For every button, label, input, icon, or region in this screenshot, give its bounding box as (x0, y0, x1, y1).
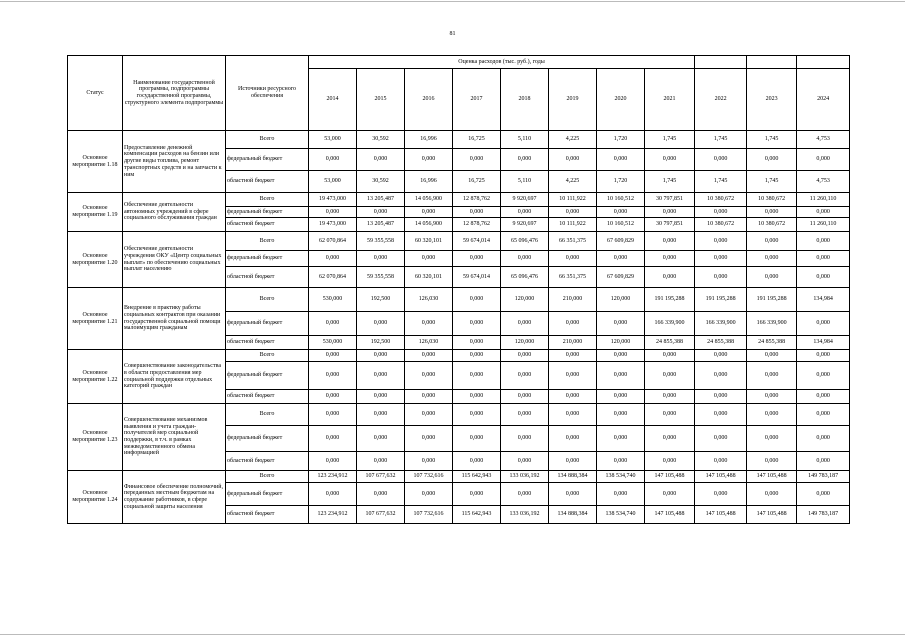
amount-cell: 0,000 (695, 232, 747, 251)
funding-source: Всего (226, 288, 309, 312)
amount-cell: 0,000 (645, 426, 695, 452)
amount-cell: 0,000 (549, 404, 597, 426)
amount-cell: 30 797,851 (645, 218, 695, 232)
amount-cell: 0,000 (357, 404, 405, 426)
activity-name: Обеспечение деятельности учреждения ОКУ «Центр социальных выплат» по обеспечению социальных выплат населению (123, 232, 226, 288)
activity-status: Основное мероприятие 1.22 (68, 350, 123, 404)
header-year: 2019 (549, 69, 597, 131)
amount-cell: 62 070,864 (309, 267, 357, 288)
amount-cell: 16,725 (453, 171, 501, 193)
amount-cell: 1,720 (597, 171, 645, 193)
amount-cell: 19 473,000 (309, 218, 357, 232)
amount-cell: 166 339,900 (695, 312, 747, 336)
amount-cell: 0,000 (309, 350, 357, 362)
amount-cell: 530,000 (309, 336, 357, 350)
amount-cell: 0,000 (645, 149, 695, 171)
amount-cell: 0,000 (501, 207, 549, 218)
amount-cell: 0,000 (405, 350, 453, 362)
amount-cell: 0,000 (645, 452, 695, 471)
activity-name: Обеспечение деятельности автономных учреждений в сфере социального обслуживания граждан (123, 193, 226, 232)
header-year: 2018 (501, 69, 549, 131)
amount-cell: 0,000 (747, 483, 797, 506)
amount-cell: 0,000 (357, 207, 405, 218)
amount-cell: 0,000 (501, 426, 549, 452)
amount-cell: 1,745 (747, 171, 797, 193)
activity-name: Совершенствование механизмов выявления и учета граждан-получателей мер социальной поддержки, в т.ч. в рамках межведомственного обмена информацией (123, 404, 226, 471)
amount-cell: 0,000 (357, 483, 405, 506)
amount-cell: 0,000 (453, 483, 501, 506)
amount-cell: 10 380,672 (695, 193, 747, 207)
amount-cell: 0,000 (309, 390, 357, 404)
amount-cell: 0,000 (453, 288, 501, 312)
amount-cell: 0,000 (309, 251, 357, 267)
amount-cell: 138 534,740 (597, 506, 645, 524)
amount-cell: 0,000 (549, 350, 597, 362)
amount-cell: 0,000 (695, 452, 747, 471)
amount-cell: 0,000 (695, 267, 747, 288)
amount-cell: 147 105,488 (747, 506, 797, 524)
amount-cell: 147 105,488 (645, 506, 695, 524)
amount-cell: 10 111,922 (549, 218, 597, 232)
amount-cell: 149 783,187 (797, 506, 850, 524)
amount-cell: 147 105,488 (645, 471, 695, 483)
amount-cell: 1,745 (645, 171, 695, 193)
amount-cell: 115 642,943 (453, 506, 501, 524)
amount-cell: 192,500 (357, 288, 405, 312)
amount-cell: 59 674,014 (453, 232, 501, 251)
amount-cell: 120,000 (501, 288, 549, 312)
amount-cell: 0,000 (357, 312, 405, 336)
amount-cell: 65 096,476 (501, 232, 549, 251)
amount-cell: 66 351,375 (549, 267, 597, 288)
amount-cell: 0,000 (549, 390, 597, 404)
amount-cell: 9 920,697 (501, 193, 549, 207)
amount-cell: 210,000 (549, 336, 597, 350)
amount-cell: 59 674,014 (453, 267, 501, 288)
amount-cell: 0,000 (797, 251, 850, 267)
amount-cell: 0,000 (453, 207, 501, 218)
funding-source: федеральный бюджет (226, 149, 309, 171)
amount-cell: 0,000 (797, 312, 850, 336)
amount-cell: 0,000 (597, 483, 645, 506)
top-rule (0, 1, 905, 2)
amount-cell: 53,000 (309, 171, 357, 193)
activity-name: Предоставление денежной компенсации расходов на бензин или другие виды топлива, ремонт транспортных средств и на запчасти к ним (123, 131, 226, 193)
amount-cell: 11 260,110 (797, 218, 850, 232)
funding-source: федеральный бюджет (226, 362, 309, 390)
funding-source: Всего (226, 232, 309, 251)
amount-cell: 16,725 (453, 131, 501, 149)
amount-cell: 0,000 (549, 207, 597, 218)
amount-cell: 0,000 (645, 251, 695, 267)
bottom-rule (0, 634, 905, 635)
amount-cell: 147 105,488 (747, 471, 797, 483)
header-year: 2014 (309, 69, 357, 131)
amount-cell: 14 056,900 (405, 193, 453, 207)
amount-cell: 0,000 (501, 251, 549, 267)
amount-cell: 0,000 (453, 452, 501, 471)
table-row (68, 232, 850, 251)
amount-cell: 0,000 (597, 452, 645, 471)
amount-cell: 0,000 (597, 390, 645, 404)
header-year: 2017 (453, 69, 501, 131)
amount-cell: 0,000 (797, 232, 850, 251)
amount-cell: 0,000 (357, 452, 405, 471)
amount-cell: 0,000 (453, 336, 501, 350)
amount-cell: 13 205,487 (357, 193, 405, 207)
table-row (68, 288, 850, 312)
amount-cell: 10 380,672 (747, 193, 797, 207)
amount-cell: 10 111,922 (549, 193, 597, 207)
amount-cell: 0,000 (597, 207, 645, 218)
amount-cell: 0,000 (501, 350, 549, 362)
amount-cell: 0,000 (695, 483, 747, 506)
amount-cell: 0,000 (645, 390, 695, 404)
amount-cell: 0,000 (797, 390, 850, 404)
amount-cell: 0,000 (597, 251, 645, 267)
amount-cell: 10 160,512 (597, 193, 645, 207)
amount-cell: 16,996 (405, 171, 453, 193)
amount-cell: 120,000 (597, 288, 645, 312)
amount-cell: 0,000 (597, 350, 645, 362)
activity-name: Совершенствование законодательства в области предоставления мер социальной поддержки отдельных категорий граждан (123, 350, 226, 404)
amount-cell: 107 677,632 (357, 471, 405, 483)
amount-cell: 0,000 (645, 232, 695, 251)
activity-name: Внедрение в практику работы социальных контрактов при оказании государственной социальной помощи малоимущим гражданам (123, 288, 226, 350)
amount-cell: 30,592 (357, 171, 405, 193)
amount-cell: 0,000 (309, 483, 357, 506)
funding-source: областной бюджет (226, 218, 309, 232)
amount-cell: 0,000 (797, 267, 850, 288)
amount-cell: 0,000 (747, 426, 797, 452)
amount-cell: 147 105,488 (695, 506, 747, 524)
amount-cell: 0,000 (501, 312, 549, 336)
amount-cell: 0,000 (309, 452, 357, 471)
amount-cell: 0,000 (797, 149, 850, 171)
amount-cell: 0,000 (453, 251, 501, 267)
amount-cell: 0,000 (797, 350, 850, 362)
amount-cell: 0,000 (597, 149, 645, 171)
amount-cell: 4,225 (549, 131, 597, 149)
amount-cell: 0,000 (747, 232, 797, 251)
header-blank-cell (695, 56, 747, 69)
header-year: 2016 (405, 69, 453, 131)
amount-cell: 0,000 (747, 267, 797, 288)
amount-cell: 0,000 (309, 404, 357, 426)
amount-cell: 107 677,632 (357, 506, 405, 524)
amount-cell: 120,000 (501, 336, 549, 350)
amount-cell: 0,000 (453, 350, 501, 362)
table-row (68, 193, 850, 207)
header-blank-cell (797, 56, 850, 69)
header-year: 2023 (747, 69, 797, 131)
amount-cell: 126,030 (405, 288, 453, 312)
amount-cell: 0,000 (453, 390, 501, 404)
funding-source: областной бюджет (226, 171, 309, 193)
amount-cell: 134 888,384 (549, 471, 597, 483)
amount-cell: 0,000 (453, 149, 501, 171)
amount-cell: 30 797,851 (645, 193, 695, 207)
amount-cell: 0,000 (501, 390, 549, 404)
header-year: 2015 (357, 69, 405, 131)
amount-cell: 0,000 (549, 312, 597, 336)
header-source: Источники ресурсного обеспечения (226, 56, 309, 131)
table-row (68, 131, 850, 149)
amount-cell: 0,000 (747, 251, 797, 267)
activity-status: Основное мероприятие 1.24 (68, 471, 123, 524)
amount-cell: 53,000 (309, 131, 357, 149)
amount-cell: 0,000 (357, 426, 405, 452)
amount-cell: 0,000 (797, 452, 850, 471)
activity-status: Основное мероприятие 1.19 (68, 193, 123, 232)
amount-cell: 0,000 (453, 362, 501, 390)
amount-cell: 0,000 (405, 404, 453, 426)
amount-cell: 0,000 (645, 267, 695, 288)
amount-cell: 149 783,187 (797, 471, 850, 483)
amount-cell: 24 855,388 (695, 336, 747, 350)
amount-cell: 0,000 (645, 404, 695, 426)
amount-cell: 0,000 (797, 426, 850, 452)
amount-cell: 530,000 (309, 288, 357, 312)
amount-cell: 0,000 (357, 362, 405, 390)
amount-cell: 0,000 (797, 483, 850, 506)
amount-cell: 0,000 (405, 452, 453, 471)
amount-cell: 0,000 (453, 312, 501, 336)
page-number: 81 (449, 31, 456, 37)
amount-cell: 0,000 (645, 362, 695, 390)
amount-cell: 0,000 (797, 404, 850, 426)
funding-source: федеральный бюджет (226, 312, 309, 336)
amount-cell: 0,000 (747, 452, 797, 471)
amount-cell: 166 339,900 (645, 312, 695, 336)
amount-cell: 0,000 (309, 149, 357, 171)
amount-cell: 4,225 (549, 171, 597, 193)
amount-cell: 60 320,101 (405, 267, 453, 288)
amount-cell: 0,000 (747, 207, 797, 218)
amount-cell: 0,000 (695, 390, 747, 404)
amount-cell: 191 195,288 (645, 288, 695, 312)
funding-source: Всего (226, 193, 309, 207)
funding-source: Всего (226, 350, 309, 362)
amount-cell: 5,110 (501, 171, 549, 193)
table-row (68, 404, 850, 426)
header-year: 2021 (645, 69, 695, 131)
table-row (68, 471, 850, 483)
amount-cell: 133 036,192 (501, 471, 549, 483)
amount-cell: 67 609,829 (597, 232, 645, 251)
amount-cell: 10 380,672 (695, 218, 747, 232)
amount-cell: 4,753 (797, 171, 850, 193)
amount-cell: 0,000 (405, 149, 453, 171)
amount-cell: 0,000 (549, 452, 597, 471)
amount-cell: 0,000 (695, 149, 747, 171)
activity-status: Основное мероприятие 1.18 (68, 131, 123, 193)
funding-source: Всего (226, 131, 309, 149)
amount-cell: 0,000 (357, 350, 405, 362)
header-year: 2020 (597, 69, 645, 131)
amount-cell: 166 339,900 (747, 312, 797, 336)
amount-cell: 0,000 (405, 362, 453, 390)
amount-cell: 24 855,388 (747, 336, 797, 350)
header-name: Наименование государственной программы, подпрограммы государственной программы, структурного элемента подпрограммы (123, 56, 226, 131)
amount-cell: 0,000 (645, 483, 695, 506)
amount-cell: 0,000 (501, 483, 549, 506)
amount-cell: 0,000 (747, 362, 797, 390)
amount-cell: 0,000 (747, 390, 797, 404)
funding-source: областной бюджет (226, 267, 309, 288)
amount-cell: 120,000 (597, 336, 645, 350)
amount-cell: 5,110 (501, 131, 549, 149)
amount-cell: 138 534,740 (597, 471, 645, 483)
amount-cell: 0,000 (645, 207, 695, 218)
amount-cell: 13 205,487 (357, 218, 405, 232)
amount-cell: 62 070,864 (309, 232, 357, 251)
funding-source: областной бюджет (226, 506, 309, 524)
amount-cell: 66 351,375 (549, 232, 597, 251)
header-blank-cell (747, 56, 797, 69)
amount-cell: 107 732,616 (405, 471, 453, 483)
amount-cell: 0,000 (357, 390, 405, 404)
amount-cell: 9 920,697 (501, 218, 549, 232)
amount-cell: 0,000 (501, 404, 549, 426)
amount-cell: 0,000 (549, 362, 597, 390)
amount-cell: 123 234,912 (309, 471, 357, 483)
amount-cell: 12 878,762 (453, 193, 501, 207)
amount-cell: 0,000 (309, 362, 357, 390)
amount-cell: 133 036,192 (501, 506, 549, 524)
amount-cell: 0,000 (597, 404, 645, 426)
activity-name: Финансовое обеспечение полномочий, переданных местным бюджетам на содержание работников, в сфере социальной защиты населения (123, 471, 226, 524)
amount-cell: 0,000 (695, 207, 747, 218)
amount-cell: 0,000 (645, 350, 695, 362)
amount-cell: 191 195,288 (695, 288, 747, 312)
table-row (68, 350, 850, 362)
amount-cell: 0,000 (695, 350, 747, 362)
header-year: 2022 (695, 69, 747, 131)
amount-cell: 0,000 (695, 251, 747, 267)
amount-cell: 0,000 (405, 426, 453, 452)
amount-cell: 14 056,900 (405, 218, 453, 232)
amount-cell: 0,000 (797, 362, 850, 390)
amount-cell: 126,030 (405, 336, 453, 350)
amount-cell: 107 732,616 (405, 506, 453, 524)
amount-cell: 0,000 (597, 426, 645, 452)
amount-cell: 0,000 (549, 149, 597, 171)
amount-cell: 1,720 (597, 131, 645, 149)
amount-cell: 0,000 (405, 207, 453, 218)
amount-cell: 1,745 (747, 131, 797, 149)
amount-cell: 0,000 (549, 483, 597, 506)
amount-cell: 1,745 (645, 131, 695, 149)
amount-cell: 192,500 (357, 336, 405, 350)
amount-cell: 10 380,672 (747, 218, 797, 232)
amount-cell: 0,000 (747, 149, 797, 171)
amount-cell: 191 195,288 (747, 288, 797, 312)
funding-source: федеральный бюджет (226, 251, 309, 267)
amount-cell: 59 355,558 (357, 267, 405, 288)
funding-source: федеральный бюджет (226, 426, 309, 452)
amount-cell: 1,745 (695, 171, 747, 193)
amount-cell: 0,000 (597, 312, 645, 336)
amount-cell: 0,000 (549, 251, 597, 267)
amount-cell: 10 160,512 (597, 218, 645, 232)
header-expenses-caption: Оценка расходов (тыс. руб.), годы (309, 56, 695, 69)
amount-cell: 0,000 (501, 149, 549, 171)
amount-cell: 0,000 (405, 312, 453, 336)
header-status: Статус (68, 56, 123, 131)
amount-cell: 0,000 (453, 404, 501, 426)
header-year: 2024 (797, 69, 850, 131)
funding-source: областной бюджет (226, 390, 309, 404)
amount-cell: 0,000 (597, 362, 645, 390)
amount-cell: 65 096,476 (501, 267, 549, 288)
amount-cell: 0,000 (549, 426, 597, 452)
amount-cell: 11 260,110 (797, 193, 850, 207)
activity-status: Основное мероприятие 1.20 (68, 232, 123, 288)
amount-cell: 0,000 (747, 404, 797, 426)
amount-cell: 0,000 (695, 426, 747, 452)
funding-source: Всего (226, 404, 309, 426)
amount-cell: 147 105,488 (695, 471, 747, 483)
activity-status: Основное мероприятие 1.21 (68, 288, 123, 350)
amount-cell: 4,753 (797, 131, 850, 149)
amount-cell: 24 855,388 (645, 336, 695, 350)
amount-cell: 60 320,101 (405, 232, 453, 251)
amount-cell: 30,592 (357, 131, 405, 149)
amount-cell: 134,984 (797, 288, 850, 312)
amount-cell: 0,000 (405, 483, 453, 506)
amount-cell: 0,000 (453, 426, 501, 452)
amount-cell: 67 609,829 (597, 267, 645, 288)
funding-source: федеральный бюджет (226, 483, 309, 506)
amount-cell: 0,000 (309, 312, 357, 336)
funding-source: Всего (226, 471, 309, 483)
amount-cell: 0,000 (501, 362, 549, 390)
amount-cell: 19 473,000 (309, 193, 357, 207)
amount-cell: 115 642,943 (453, 471, 501, 483)
amount-cell: 0,000 (747, 350, 797, 362)
amount-cell: 0,000 (405, 390, 453, 404)
amount-cell: 16,996 (405, 131, 453, 149)
amount-cell: 0,000 (309, 426, 357, 452)
amount-cell: 0,000 (797, 207, 850, 218)
funding-source: областной бюджет (226, 336, 309, 350)
amount-cell: 0,000 (501, 452, 549, 471)
amount-cell: 0,000 (695, 404, 747, 426)
amount-cell: 0,000 (405, 251, 453, 267)
amount-cell: 0,000 (357, 251, 405, 267)
amount-cell: 134 888,384 (549, 506, 597, 524)
amount-cell: 1,745 (695, 131, 747, 149)
amount-cell: 12 878,762 (453, 218, 501, 232)
funding-source: областной бюджет (226, 452, 309, 471)
funding-source: федеральный бюджет (226, 207, 309, 218)
amount-cell: 0,000 (357, 149, 405, 171)
amount-cell: 210,000 (549, 288, 597, 312)
activity-status: Основное мероприятие 1.23 (68, 404, 123, 471)
amount-cell: 123 234,912 (309, 506, 357, 524)
amount-cell: 59 355,558 (357, 232, 405, 251)
amount-cell: 0,000 (695, 362, 747, 390)
amount-cell: 0,000 (309, 207, 357, 218)
budget-table (67, 55, 850, 524)
amount-cell: 134,984 (797, 336, 850, 350)
